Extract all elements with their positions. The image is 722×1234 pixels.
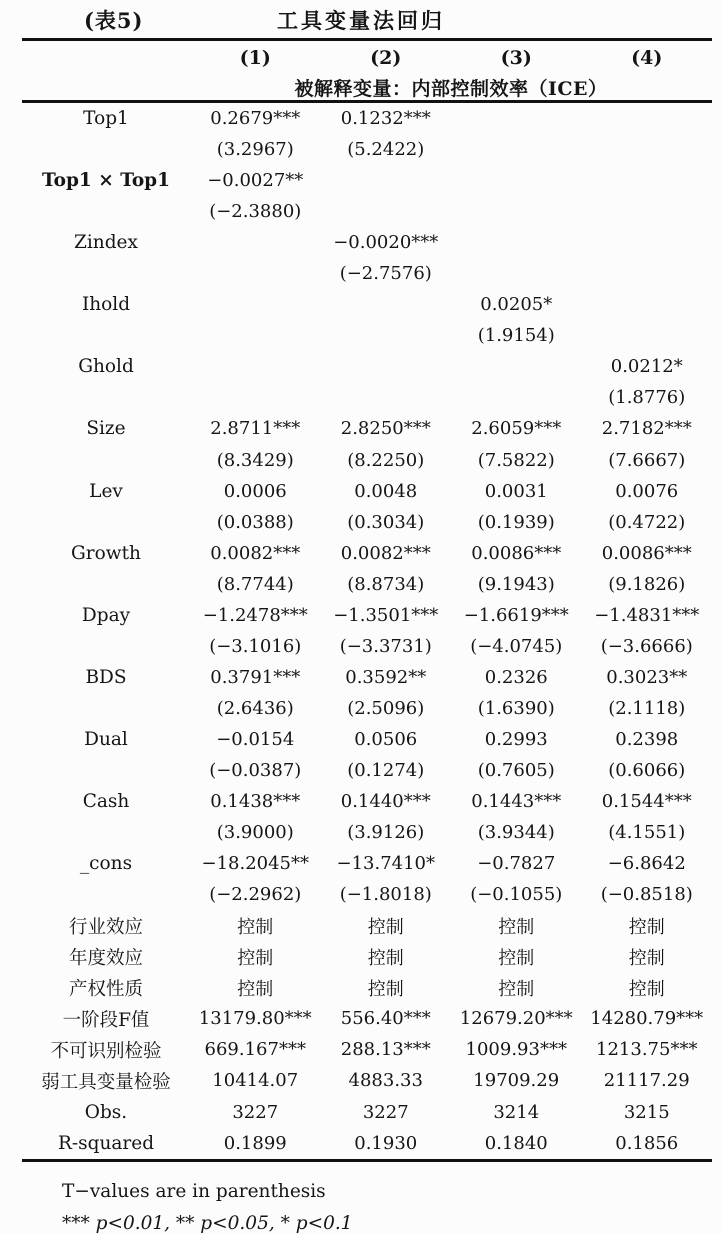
table-row (22, 289, 712, 320)
table-row (22, 1003, 712, 1034)
table-row (22, 941, 712, 972)
value-cell: 控制 (498, 916, 535, 938)
value-cell: 控制 (367, 916, 404, 938)
value-cell: (0.1274) (347, 760, 425, 781)
value-cell: 0.0086*** (601, 542, 692, 564)
value-cell: 21117.29 (603, 1070, 690, 1092)
value-cell: (−4.0745) (470, 635, 563, 657)
value-cell: 13179.80*** (198, 1008, 312, 1030)
value-cell: −0.0154 (216, 728, 295, 750)
value-cell: (−2.7576) (339, 263, 432, 285)
value-cell: 0.2398 (615, 728, 679, 750)
table-row (22, 693, 712, 724)
row-label: Top1 × Top1 (42, 170, 170, 192)
value-cell: 控制 (498, 947, 535, 969)
dependent-variable-row (22, 74, 712, 100)
value-cell: (0.0388) (216, 511, 294, 533)
value-cell: 12679.20*** (459, 1008, 573, 1030)
note-tvalues: T−values are in parenthesis (62, 1180, 326, 1202)
value-cell: 控制 (628, 947, 665, 969)
table-row (22, 848, 712, 879)
value-cell: (2.5096) (347, 697, 425, 719)
value-cell: −0.0027** (207, 170, 304, 192)
row-label: 弱工具变量检验 (41, 1071, 171, 1093)
value-cell: (7.5822) (477, 449, 555, 471)
table-row (22, 103, 712, 134)
value-cell: 2.7182*** (601, 418, 692, 440)
value-cell: −0.7827 (477, 853, 556, 875)
value-cell: (2.1118) (608, 697, 686, 719)
value-cell: −1.2478*** (202, 604, 308, 626)
table-row (22, 165, 712, 196)
table-row (22, 879, 712, 910)
table-body (22, 103, 712, 1162)
value-cell: 0.0082*** (340, 542, 431, 564)
value-cell: 0.2679*** (210, 108, 301, 130)
value-cell: (9.1826) (608, 573, 686, 595)
value-cell: (1.6390) (477, 697, 555, 719)
value-cell: (8.8734) (347, 573, 425, 595)
table-row (22, 507, 712, 538)
value-cell: 288.13*** (340, 1039, 431, 1061)
value-cell: 1213.75*** (596, 1039, 698, 1061)
value-cell: −1.6619*** (463, 604, 569, 626)
value-cell: 0.2326 (484, 666, 548, 688)
table-row (22, 445, 712, 476)
table-row (22, 724, 712, 755)
value-cell: 3214 (493, 1101, 540, 1123)
table-row (22, 600, 712, 631)
table-row (22, 134, 712, 165)
table-row (22, 910, 712, 941)
value-cell: (−3.1016) (209, 635, 302, 657)
value-cell: 10414.07 (212, 1070, 299, 1092)
value-cell: 0.3023** (606, 666, 688, 688)
row-label: Obs. (84, 1101, 128, 1123)
value-cell: 0.0086*** (471, 542, 562, 564)
value-cell: 19709.29 (473, 1070, 560, 1092)
row-label: Lev (89, 480, 123, 502)
row-label: Ghold (78, 356, 134, 378)
value-cell: 0.0076 (615, 480, 679, 502)
value-cell: 3227 (232, 1101, 279, 1123)
value-cell: 1009.93*** (465, 1039, 567, 1061)
table-row (22, 662, 712, 693)
value-cell: (2.6436) (216, 697, 294, 719)
table-caption-row (0, 0, 722, 38)
row-label: BDS (85, 666, 127, 688)
value-cell: 2.8250*** (340, 418, 431, 440)
column-header-4: (4) (631, 46, 663, 69)
table-row (22, 1097, 712, 1128)
value-cell: −18.2045** (201, 853, 310, 875)
value-cell: 0.1438*** (210, 791, 301, 813)
table-row (22, 258, 712, 289)
row-label: Dual (84, 728, 128, 750)
value-cell: 控制 (628, 916, 665, 938)
value-cell: (1.9154) (477, 325, 555, 347)
value-cell: 0.1930 (354, 1132, 418, 1154)
value-cell: (0.3034) (347, 511, 425, 533)
row-label: Growth (71, 542, 141, 564)
table-row (22, 382, 712, 413)
value-cell: 0.2993 (484, 728, 548, 750)
value-cell: (1.8776) (608, 387, 686, 409)
value-cell: 3227 (362, 1101, 409, 1123)
value-cell: 3215 (623, 1101, 670, 1123)
value-cell: 0.0006 (223, 480, 287, 502)
value-cell: (8.2250) (347, 449, 425, 471)
table-row (22, 569, 712, 600)
value-cell: 0.1840 (484, 1132, 548, 1154)
value-cell: 控制 (367, 978, 404, 1000)
table-row (22, 755, 712, 786)
column-header-3: (3) (500, 46, 532, 69)
value-cell: 控制 (237, 947, 274, 969)
value-cell: 0.1544*** (601, 791, 692, 813)
value-cell: 控制 (237, 978, 274, 1000)
value-cell: (9.1943) (477, 573, 555, 595)
table-row (22, 196, 712, 227)
value-cell: 0.0082*** (210, 542, 301, 564)
note-significance: *** p<0.01, ** p<0.05, * p<0.1 (62, 1212, 353, 1234)
value-cell: 4883.33 (348, 1070, 423, 1092)
value-cell: −6.8642 (607, 853, 686, 875)
row-label: 产权性质 (68, 978, 143, 1000)
value-cell: 2.6059*** (471, 418, 562, 440)
value-cell: 0.3592** (345, 666, 427, 688)
value-cell: (−0.0387) (209, 760, 302, 781)
row-label: 不可识别检验 (50, 1040, 162, 1062)
value-cell: 控制 (628, 978, 665, 1000)
value-cell: 控制 (367, 947, 404, 969)
value-cell: (7.6667) (608, 449, 686, 471)
column-header-row (22, 41, 712, 74)
value-cell: 0.3791*** (210, 666, 301, 688)
table-header (22, 38, 712, 103)
value-cell: −1.4831*** (594, 604, 700, 626)
value-cell: (5.2422) (347, 139, 425, 161)
row-label: Dpay (81, 604, 131, 626)
value-cell: 0.1899 (223, 1132, 287, 1154)
row-label: Cash (82, 791, 130, 813)
value-cell: (3.9344) (477, 822, 555, 844)
value-cell: (−1.8018) (339, 884, 432, 906)
value-cell: 0.0212* (610, 356, 683, 378)
table-row (22, 1034, 712, 1065)
value-cell: (−0.8518) (600, 884, 693, 906)
value-cell: 0.1856 (615, 1132, 679, 1154)
table-row (22, 227, 712, 258)
column-header-1: (1) (239, 46, 271, 69)
value-cell: 0.0506 (354, 728, 418, 750)
value-cell: (3.2967) (216, 139, 294, 161)
value-cell: 控制 (237, 916, 274, 938)
dependent-variable-header: 被解释变量：内部控制效率（ICE） (294, 78, 608, 100)
value-cell: (3.9000) (216, 822, 294, 844)
value-cell: (−2.2962) (209, 884, 302, 906)
table-row (22, 351, 712, 382)
row-label: Size (86, 418, 126, 440)
table-number-tag: (表5) (84, 8, 144, 33)
value-cell: 0.1232*** (340, 108, 431, 130)
value-cell: −13.7410* (336, 853, 436, 875)
value-cell: 控制 (498, 978, 535, 1000)
value-cell: (0.7605) (477, 760, 555, 781)
value-cell: 14280.79*** (590, 1008, 704, 1030)
table-row (22, 1128, 712, 1159)
value-cell: −1.3501*** (333, 604, 439, 626)
table-row (22, 972, 712, 1003)
value-cell: 0.1440*** (340, 791, 431, 813)
row-label: Zindex (74, 232, 138, 254)
value-cell: (8.3429) (216, 449, 294, 471)
table-row (22, 476, 712, 507)
table-row (22, 538, 712, 569)
row-label: R-squared (57, 1132, 155, 1154)
table-row (22, 1065, 712, 1096)
value-cell: 2.8711*** (210, 418, 301, 440)
value-cell: (0.6066) (608, 760, 686, 781)
value-cell: 0.0048 (354, 480, 418, 502)
row-label: 行业效应 (68, 916, 143, 938)
value-cell: (3.9126) (347, 822, 425, 844)
row-label: Ihold (81, 294, 131, 316)
row-label: _cons (79, 853, 133, 875)
value-cell: (−3.6666) (600, 635, 693, 657)
table-row (22, 786, 712, 817)
value-cell: 0.1443*** (471, 791, 562, 813)
value-cell: 556.40*** (340, 1008, 431, 1030)
value-cell: 669.167*** (204, 1039, 306, 1061)
value-cell: −0.0020*** (333, 232, 439, 254)
value-cell: (8.7744) (216, 573, 294, 595)
table-row (22, 413, 712, 444)
table-row (22, 320, 712, 351)
table-row (22, 817, 712, 848)
row-label: 一阶段F值 (62, 1009, 150, 1031)
table-title: 工具变量法回归 (277, 8, 445, 33)
value-cell: (0.1939) (477, 511, 555, 533)
value-cell: (4.1551) (608, 822, 686, 844)
table-row (22, 631, 712, 662)
value-cell: (−0.1055) (470, 884, 563, 906)
row-label: Top1 (83, 108, 129, 130)
value-cell: 0.0205* (480, 294, 553, 316)
value-cell: 0.0031 (484, 480, 548, 502)
table-notes (62, 1176, 722, 1234)
value-cell: (−3.3731) (339, 635, 432, 657)
value-cell: (0.4722) (608, 511, 686, 533)
column-header-2: (2) (370, 46, 402, 69)
row-label: 年度效应 (68, 947, 143, 969)
value-cell: (−2.3880) (209, 201, 302, 223)
